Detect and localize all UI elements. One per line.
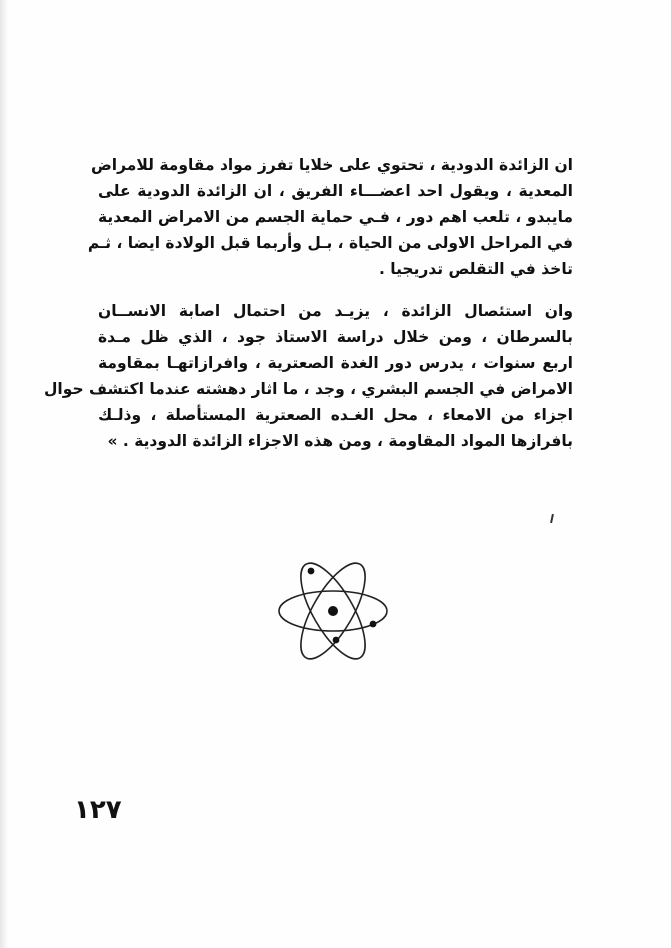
paragraph-1 bbox=[87, 152, 573, 282]
scan-edge-shadow bbox=[0, 0, 8, 948]
paragraph-2 bbox=[43, 298, 573, 454]
stray-ink-mark bbox=[550, 514, 554, 523]
atom-icon bbox=[274, 552, 392, 670]
page-number: ١٢٧ bbox=[74, 795, 122, 825]
paragraph-2-line: بالسرطان ، ومن خلال دراسة الاستاذ جود ، الذي ظل مـدة bbox=[98, 328, 573, 346]
paragraph-2-line: الامراض في الجسم البشري ، وجد ، ما اثار دهشته عندما اكتشف حوال bbox=[43, 380, 573, 398]
paragraph-2-line: اربع سنوات ، يدرس دور الغدة الصعترية ، وافرازاتهـا بمقاومة bbox=[98, 354, 573, 372]
paragraph-1-line: في المراحل الاولى من الحياة ، بـل وأربما قبل الولادة ايضا ، ثـم bbox=[87, 234, 573, 252]
atom-electron bbox=[370, 621, 377, 628]
paragraph-1-line: المعدية ، ويقول احد اعضـــاء الفريق ، ان الزائدة الدودية على bbox=[98, 182, 573, 200]
paragraph-2-line: وان استئصال الزائدة ، يزيـد من احتمال اصابة الانســان bbox=[98, 302, 573, 320]
atom-nucleus bbox=[328, 606, 338, 616]
atom-electron bbox=[333, 637, 340, 644]
paragraph-2-line: اجزاء من الامعاء ، محل الغـده الصعترية المستأصلة ، وذلـك bbox=[98, 406, 573, 424]
paragraph-2-line: بافرازها المواد المقاومة ، ومن هذه الاجزاء الزائدة الدودية . » bbox=[107, 432, 573, 450]
paragraph-1-line: مايبدو ، تلعب اهم دور ، فـي حماية الجسم من الامراض المعدية bbox=[98, 208, 573, 226]
paragraph-1-line: ان الزائدة الدودية ، تحتوي على خلايا تفرز مواد مقاومة للامراض bbox=[90, 156, 573, 174]
atom-electron bbox=[308, 568, 315, 575]
paragraph-1-line: تاخذ في التقلص تدريجيا . bbox=[379, 260, 573, 278]
